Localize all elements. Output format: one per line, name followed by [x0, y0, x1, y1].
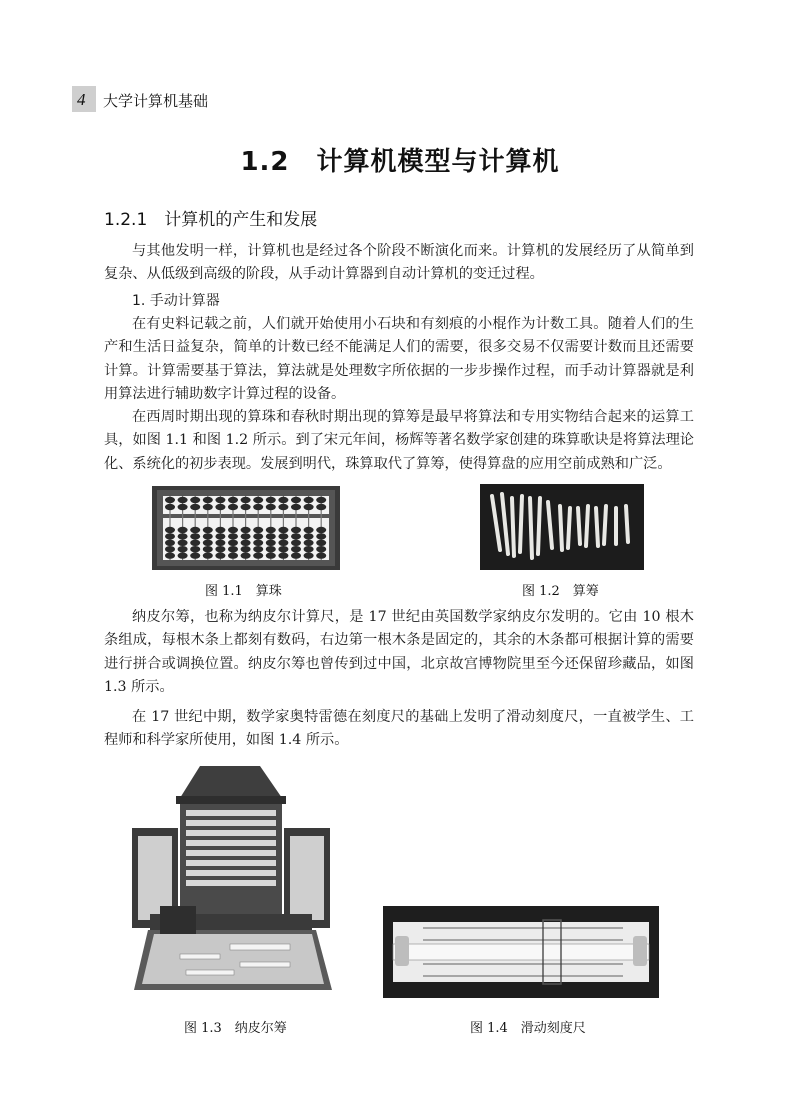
section-title: 1.2 计算机模型与计算机: [240, 147, 560, 177]
running-title: 大学计算机基础: [103, 92, 209, 110]
figure-caption-1-2: 图 1.2 算筹: [522, 584, 599, 599]
napier-bones-cabinet-image: [120, 758, 342, 998]
page-number: 4: [77, 90, 86, 109]
subsection-title: 1.2.1 计算机的产生和发展: [104, 210, 318, 230]
abacus-image: [152, 486, 340, 570]
figure-caption-1-1: 图 1.1 算珠: [205, 584, 282, 599]
paragraph-abacus-history: 在西周时期出现的算珠和春秋时期出现的算筹是最早将算法和专用实物结合起来的运算工具，如图 1.1 和图 1.2 所示。到了宋元年间，杨辉等著名数学家创建的珠算歌诀是将算法理论化、系统化的初步表现。发展到明代，珠算取代了算筹，使得算盘的应用空前成熟和广泛。: [104, 409, 694, 472]
figure-caption-1-4: 图 1.4 滑动刻度尺: [470, 1021, 586, 1036]
counting-rods-image: [480, 484, 644, 570]
paragraph-counting-tools: 在有史料记载之前，人们就开始使用小石块和有刻痕的小棍作为计数工具。随着人们的生产和生活日益复杂，简单的计数已经不能满足人们的需要，很多交易不仅需要计数而且还需要计算。计算需要基于算法，算法就是处理数字所依据的一步步操作过程，而手动计算器就是利用算法进行辅助数字计算过程的设备。: [104, 316, 694, 402]
paragraph-intro: 与其他发明一样，计算机也是经过各个阶段不断演化而来。计算机的发展经历了从简单到复杂、从低级到高级的阶段，从手动计算器到自动计算机的变迁过程。: [104, 243, 694, 283]
figure-caption-1-3: 图 1.3 纳皮尔筹: [184, 1021, 287, 1036]
heading-manual-calculator: 1. 手动计算器: [132, 293, 220, 309]
slide-rule-image: [383, 906, 659, 998]
paragraph-napier-bones: 纳皮尔筹，也称为纳皮尔计算尺，是 17 世纪由英国数学家纳皮尔发明的。它由 10 根木条组成，每根木条上都刻有数码，右边第一根木条是固定的，其余的木条都可根据计算的需要进行拼合或调换位置。纳皮尔筹也曾传到过中国，北京故宫博物院里至今还保留珍藏品，如图 1.3 所示。: [104, 609, 694, 695]
paragraph-slide-rule: 在 17 世纪中期，数学家奥特雷德在刻度尺的基础上发明了滑动刻度尺，一直被学生、工程师和科学家所使用，如图 1.4 所示。: [104, 709, 694, 749]
